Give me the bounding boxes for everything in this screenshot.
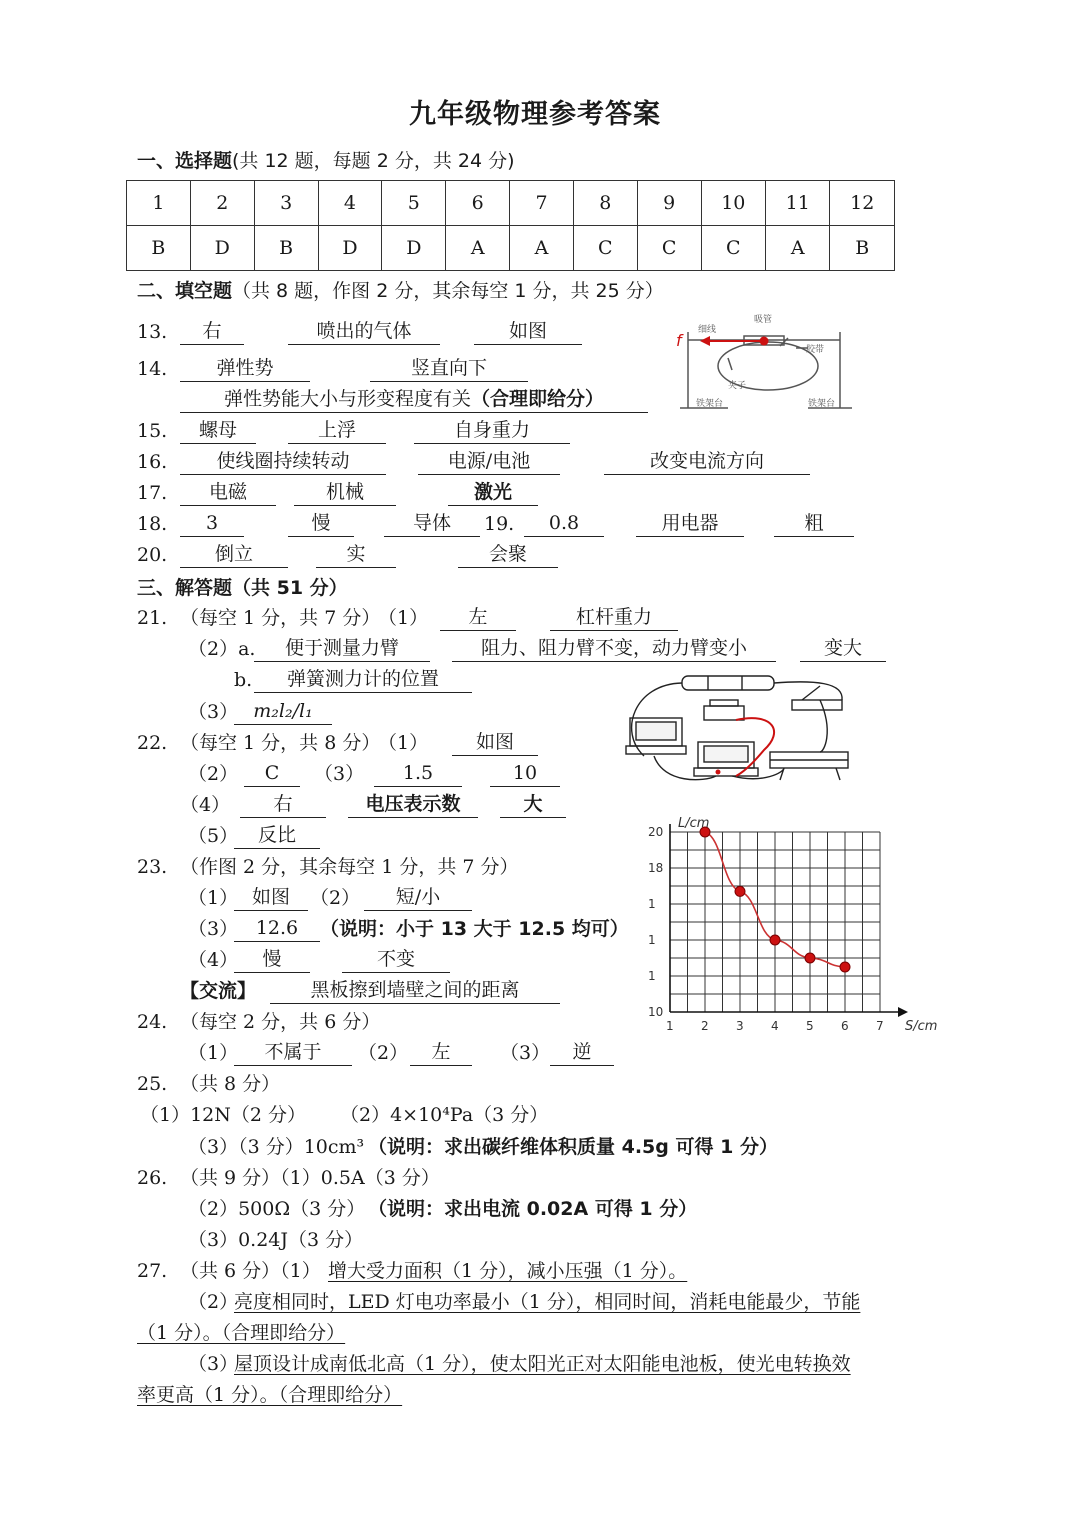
q21-part2-label: （2）a. (188, 638, 256, 660)
q17-answer-b: 机械 (294, 479, 396, 506)
q24-part2-label: （2） (358, 1042, 409, 1064)
q23-note: （作图 2 分，其余每空 1 分，共 7 分） (180, 856, 519, 878)
data-point (770, 935, 780, 945)
table-cell: 8 (573, 181, 637, 226)
force-label: f (676, 331, 682, 350)
q21-part1-label: （1） (378, 607, 429, 629)
chart-axes (670, 824, 908, 1017)
q22-part1-label: （1） (378, 732, 429, 754)
tape-point (760, 337, 769, 346)
label-xiguan: 吸管 (754, 315, 773, 325)
q14-answer-c (180, 386, 648, 413)
l-s-chart (640, 812, 940, 1042)
q15-number: 15. (137, 420, 168, 442)
table-row-numbers (127, 181, 895, 226)
q16-answer-b: 电源/电池 (418, 448, 560, 475)
chart-x-axis-label: S/cm (905, 1019, 938, 1034)
x-tick-label: 2 (701, 1019, 709, 1033)
table-cell: D (318, 226, 382, 271)
q25-note: （共 8 分） (180, 1073, 281, 1095)
q13-answer-a: 右 (180, 318, 244, 345)
x-axis-arrowhead (898, 1007, 908, 1017)
q18-number: 18. (137, 513, 168, 535)
section3-heading: 三、解答题（共 51 分） (137, 577, 348, 599)
y-tick-label: 1 (648, 933, 656, 947)
straw-rocket-diagram (668, 310, 858, 416)
q25-line1b: （2）4×10⁴Pa（3 分） (340, 1104, 549, 1126)
q20-answer-b: 实 (316, 541, 396, 568)
q22-part4-label: （4） (180, 794, 231, 816)
table-cell: 11 (766, 181, 830, 226)
x-tick-label: 4 (771, 1019, 779, 1033)
q14-answer-a: 弹性势 (180, 355, 310, 382)
table-cell: 9 (637, 181, 701, 226)
q18-answer-c: 导体 (384, 510, 480, 537)
q25-number: 25. (137, 1073, 168, 1095)
section1-heading-row (137, 146, 515, 173)
table-cell: C (573, 226, 637, 271)
q24-number: 24. (137, 1011, 168, 1033)
q23-part4-label: （4） (188, 949, 239, 971)
q19-answer-a: 0.8 (524, 510, 604, 537)
table-cell: 1 (127, 181, 191, 226)
data-point (840, 962, 850, 972)
q25-line2b: （说明：求出碳纤维体积质量 4.5g 可得 1 分） (368, 1136, 778, 1158)
q23-answer-b: 短/小 (364, 884, 472, 911)
q23-jiaoliu-label: 【交流】 (180, 980, 257, 1002)
q23-answer-c: 12.6 (234, 915, 320, 942)
table-cell: 10 (701, 181, 765, 226)
label-tiejiatai-right: 铁架台 (808, 399, 836, 409)
table-cell: 2 (190, 181, 254, 226)
q18-answer-b: 慢 (288, 510, 354, 537)
chart-grid (670, 832, 880, 1012)
table-cell: 4 (318, 181, 382, 226)
q26-line1: （共 9 分）（1）0.5A（3 分） (180, 1167, 440, 1189)
q22-answer-h: 反比 (234, 822, 320, 849)
table-cell: C (701, 226, 765, 271)
table-cell: 5 (382, 181, 446, 226)
q13-number: 13. (137, 321, 168, 343)
q16-answer-c: 改变电流方向 (604, 448, 810, 475)
q15-answer-c: 自身重力 (414, 417, 570, 444)
table-cell: D (382, 226, 446, 271)
q21-answer-e: 变大 (800, 635, 886, 662)
x-tick-label: 6 (841, 1019, 849, 1033)
q24-part1-label: （1） (188, 1042, 239, 1064)
q26-line3: （3）0.24J（3 分） (188, 1229, 364, 1251)
q22-answer-d: 10 (490, 760, 560, 787)
q14-number: 14. (137, 358, 168, 380)
table-cell: A (446, 226, 510, 271)
q23-answer-a: 如图 (234, 884, 308, 911)
section1-note: (共 12 题，每题 2 分，共 24 分) (232, 150, 515, 172)
q17-number: 17. (137, 482, 168, 504)
q27-line2a: （2） (188, 1291, 239, 1313)
section1-heading: 一、选择题 (137, 150, 233, 172)
x-tick-label: 3 (736, 1019, 744, 1033)
q19-number: 19. (484, 513, 515, 535)
table-cell: 12 (830, 181, 895, 226)
q22-note: （每空 1 分，共 8 分） (180, 732, 381, 754)
q21-answer-f: 弹簧测力计的位置 (254, 666, 472, 693)
circuit-diagram (624, 672, 856, 790)
x-tick-label: 7 (876, 1019, 884, 1033)
y-tick-label: 18 (648, 861, 664, 875)
q23-part2-label: （2） (310, 887, 361, 909)
q24-part3-label: （3） (500, 1042, 551, 1064)
q17-answer-a: 电磁 (180, 479, 276, 506)
q22-part3-label: （3） (314, 763, 365, 785)
q23-answer-d: 慢 (234, 946, 310, 973)
q21-part3-label: （3） (188, 701, 239, 723)
table-cell: 3 (254, 181, 318, 226)
q27-line2b: 亮度相同时，LED 灯电功率最小（1 分），相同时间，消耗电能最少，节能 (234, 1291, 861, 1313)
q22-answer-b: C (244, 760, 300, 787)
q26-number: 26. (137, 1167, 168, 1189)
table-cell: B (254, 226, 318, 271)
q20-number: 20. (137, 544, 168, 566)
page-title: 九年级物理参考答案 (409, 99, 661, 130)
y-tick-label: 1 (648, 897, 656, 911)
q22-answer-e: 右 (240, 791, 326, 818)
table-cell: C (637, 226, 701, 271)
q21-note: （每空 1 分，共 7 分） (180, 607, 381, 629)
q21-part-b-label: b. (234, 669, 253, 691)
data-point (805, 953, 815, 963)
q21-answer-d: 阻力、阻力臂不变，动力臂变小 (452, 635, 776, 662)
chart-y-axis-label: L/cm (678, 816, 710, 831)
table-cell: 6 (446, 181, 510, 226)
q26-line2b: （说明：求出电流 0.02A 可得 1 分） (368, 1198, 698, 1220)
q23-answer-e: 不变 (342, 946, 450, 973)
q22-answer-a: 如图 (452, 729, 538, 756)
table-cell: 7 (510, 181, 574, 226)
q22-number: 22. (137, 732, 168, 754)
q14-answer-b: 竖直向下 (370, 355, 528, 382)
q27-line5: 率更高（1 分）。（合理即给分） (137, 1384, 403, 1406)
x-tick-label: 5 (806, 1019, 814, 1033)
q13-answer-b: 喷出的气体 (288, 318, 440, 345)
q16-answer-a: 使线圈持续转动 (180, 448, 386, 475)
q16-number: 16. (137, 451, 168, 473)
table-cell: B (830, 226, 895, 271)
red-wire-end (716, 770, 721, 775)
q23-part3-label: （3） (188, 918, 239, 940)
q27-line4b: 屋顶设计成南低北高（1 分），使太阳光正对太阳能电池板，使光电转换效 (234, 1353, 851, 1375)
choice-answer-table (126, 180, 895, 271)
q13-answer-c: 如图 (474, 318, 582, 345)
q22-part5-label: （5） (188, 825, 239, 847)
q23-answer-c-note: （说明：小于 13 大于 12.5 均可） (320, 918, 629, 940)
q15-answer-b: 上浮 (288, 417, 386, 444)
q20-answer-a: 倒立 (180, 541, 288, 568)
q15-answer-a: 螺母 (180, 417, 256, 444)
table-cell: A (510, 226, 574, 271)
q18-answer-a: 3 (180, 510, 244, 537)
q19-answer-b: 用电器 (636, 510, 744, 537)
section2-note: （共 8 题，作图 2 分，其余每空 1 分，共 25 分） (232, 280, 664, 302)
q21-answer-g: m₂l₂/l₁ (234, 698, 332, 725)
q27-line3: （1 分）。（合理即给分） (137, 1322, 346, 1344)
q23-part1-label: （1） (188, 887, 239, 909)
q24-answer-a: 不属于 (234, 1039, 352, 1066)
table-cell: B (127, 226, 191, 271)
label-jiazi: 夹子 (728, 381, 747, 391)
q22-answer-f: 电压表示数 (348, 791, 478, 818)
q26-line2a: （2）500Ω（3 分） (188, 1198, 366, 1220)
force-arrowhead (700, 336, 710, 346)
section2-heading-row (137, 276, 664, 303)
label-xixian: 细线 (698, 325, 717, 335)
q27-line4a: （3） (188, 1353, 239, 1375)
q23-number: 23. (137, 856, 168, 878)
q25-line1a: （1）12N（2 分） (140, 1104, 307, 1126)
q27-line1a: （共 6 分）（1） (180, 1260, 321, 1282)
q22-part2-label: （2） (188, 763, 239, 785)
section2-heading: 二、填空题 (137, 280, 233, 302)
y-tick-label: 1 (648, 969, 656, 983)
data-point (735, 886, 745, 896)
q22-answer-c: 1.5 (374, 760, 462, 787)
q24-note: （每空 2 分，共 6 分） (180, 1011, 381, 1033)
y-tick-label: 20 (648, 825, 664, 839)
q27-line1b: 增大受力面积（1 分），减小压强（1 分）。 (328, 1260, 688, 1282)
label-tiejiatai-left: 铁架台 (696, 399, 724, 409)
table-cell: D (190, 226, 254, 271)
q24-answer-b: 左 (410, 1039, 472, 1066)
q21-number: 21. (137, 607, 168, 629)
y-tick-label: 10 (648, 1005, 664, 1019)
label-jiaodai: 胶带 (806, 345, 825, 355)
q20-answer-c: 会聚 (458, 541, 558, 568)
q25-line2a: （3）（3 分）10cm³ (188, 1136, 365, 1158)
q21-answer-a: 左 (440, 604, 516, 631)
q27-number: 27. (137, 1260, 168, 1282)
q17-answer-c: 激光 (448, 479, 538, 506)
x-tick-label: 1 (666, 1019, 674, 1033)
q22-answer-g: 大 (500, 791, 566, 818)
q21-answer-b: 杠杆重力 (550, 604, 678, 631)
q19-answer-c: 粗 (774, 510, 854, 537)
chart-ticks (648, 825, 884, 1033)
q21-answer-c: 便于测量力臂 (254, 635, 430, 662)
q14-answer-c-text: 弹性势能大小与形变程度有关 (223, 388, 471, 410)
q24-answer-c: 逆 (550, 1039, 614, 1066)
q23-answer-f: 黑板擦到墙壁之间的距离 (270, 977, 560, 1004)
table-row-answers (127, 226, 895, 271)
table-cell: A (766, 226, 830, 271)
q14-note: （合理即给分） (471, 388, 605, 410)
